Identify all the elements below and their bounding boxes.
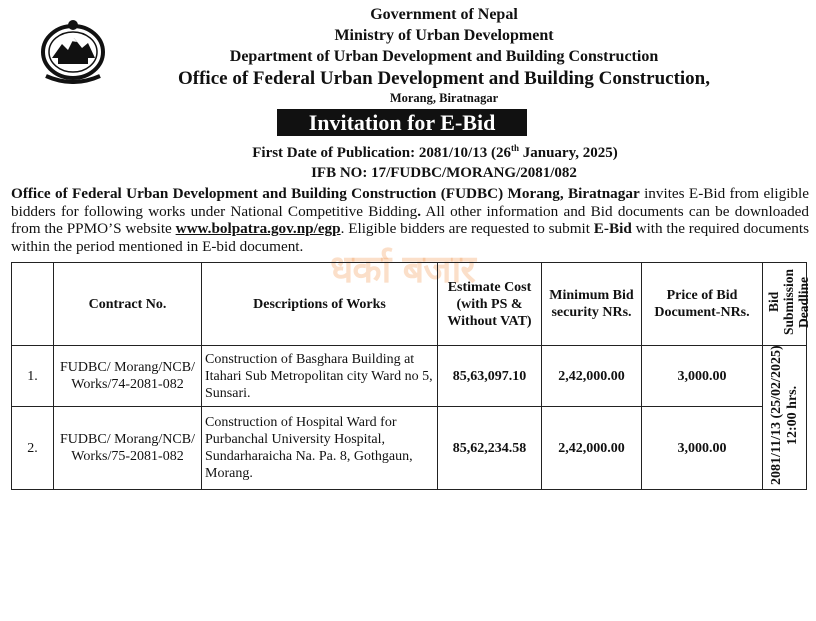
table-row — [12, 346, 807, 407]
publication-date — [120, 143, 750, 162]
para-bold-ebid: E-Bid — [593, 220, 632, 238]
row-price: 3,000.00 — [642, 346, 763, 407]
row-description: Construction of Basghara Building at Itahari Sub Metropolitan city Ward no 5, Sunsari. — [202, 346, 438, 407]
header-department: Department of Urban Development and Building Construction — [229, 48, 659, 65]
header-government: Government of Nepal — [370, 6, 518, 23]
para-text-1: invites E-Bid from eligible bidders for following works under National Competitive Bidding — [11, 185, 809, 220]
header-office: Office of Federal Urban Development and Building Construction, — [178, 68, 710, 89]
para-text-4: with the required documents within the period mentioned in E-bid document. — [11, 220, 809, 255]
row-sn: 2. — [12, 407, 54, 490]
row-estimate: 85,62,234.58 — [438, 407, 542, 490]
row-contract-no: FUDBC/ Morang/NCB/ Works/74-2081-082 — [54, 346, 202, 407]
table-row — [12, 407, 807, 490]
row-estimate: 85,63,097.10 — [438, 346, 542, 407]
watermark-logo: धर्का बजार — [330, 247, 475, 291]
header-bid-security: Minimum Bid security NRs. — [542, 263, 642, 346]
header-contract-no: Contract No. — [54, 263, 202, 346]
header-sn — [12, 263, 54, 346]
works-table — [11, 262, 811, 490]
publication-sup: th — [510, 143, 519, 153]
header-location: Morang, Biratnagar — [389, 91, 499, 105]
row-contract-no: FUDBC/ Morang/NCB/ Works/75-2081-082 — [54, 407, 202, 490]
header-bid-price: Price of Bid Document-NRs. — [642, 263, 763, 346]
para-text-2: All other information and Bid documents can be downloaded from the PPMO’S website — [11, 202, 809, 238]
para-bold-office: Office of Federal Urban Development and Building Construction (FUDBC) Morang, Biratnagar — [11, 185, 640, 202]
row-description: Construction of Hospital Ward for Purbanchal University Hospital, Sundarharaicha Na. Pa. 8, Gothgaun, Morang. — [202, 407, 438, 490]
header-ministry: Ministry of Urban Development — [334, 27, 554, 44]
row-security: 2,42,000.00 — [542, 346, 642, 407]
row-sn: 1. — [12, 346, 54, 407]
header-descriptions: Descriptions of Works — [202, 263, 438, 346]
row-price: 3,000.00 — [642, 407, 763, 490]
ifb-number: IFB NO: 17/FUDBC/MORANG/2081/082 — [311, 165, 577, 181]
row-deadline — [763, 346, 807, 490]
nepal-emblem-icon — [38, 16, 108, 84]
publication-prefix: First Date of Publication: 2081/10/13 (26 — [252, 145, 511, 161]
publication-suffix: January, 2025) — [518, 145, 618, 161]
row-security: 2,42,000.00 — [542, 407, 642, 490]
header-estimate-cost: Estimate Cost (with PS & Without VAT) — [438, 263, 542, 346]
header-deadline-text: Bid Submission Deadline — [766, 268, 811, 335]
header-deadline — [763, 263, 811, 346]
ppmo-website-link[interactable]: www.bolpatra.gov.np/egp — [175, 220, 341, 238]
table-header-row — [12, 263, 807, 346]
deadline-text: 2081/11/13 (25/02/2025) 12:00 hrs. — [768, 345, 800, 485]
invitation-banner: Invitation for E-Bid — [277, 109, 527, 136]
para-text-3: . Eligible bidders are requested to submit — [340, 220, 594, 238]
para-bold-period: . — [417, 202, 422, 220]
